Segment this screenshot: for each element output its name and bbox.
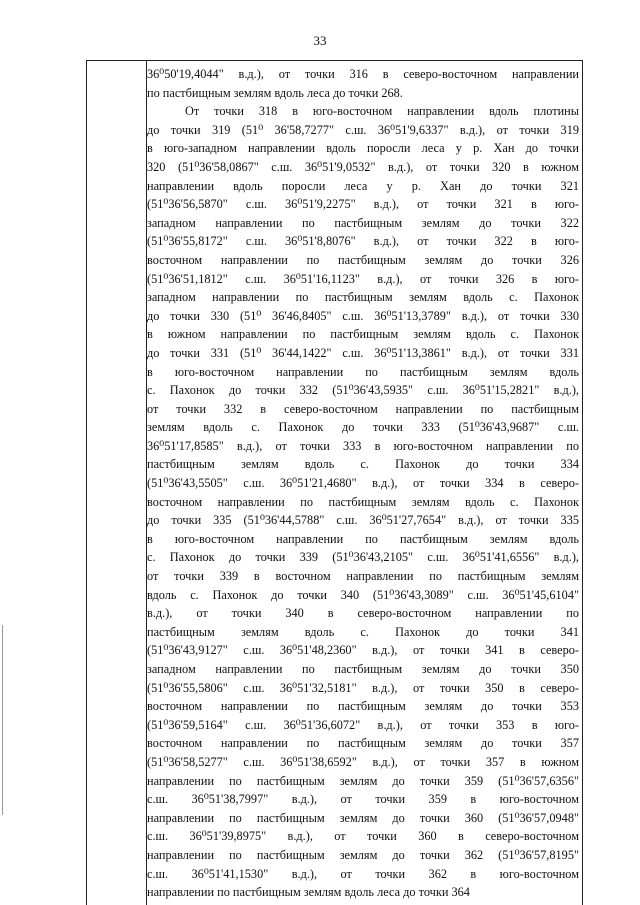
document-table (86, 60, 583, 905)
text-line: (51⁰36'55,8172" с.ш. 36⁰51'8,8076" в.д.), от точки 322 в юго- (147, 234, 579, 249)
text-line: до точки 331 (51⁰ 36'44,1422" с.ш. 36⁰51'13,3861" в.д.), от точки 331 (147, 345, 579, 360)
text-line: западном направлении по пастбищным землям до точки 322 (147, 215, 579, 230)
text-line: направлении по пастбищным землям до точки 360 (51⁰36'57,0948" (147, 810, 579, 825)
text-line: (51⁰36'43,9127" с.ш. 36⁰51'48,2360" в.д.), от точки 341 в северо- (147, 643, 579, 658)
text-line: с. Пахонок до точки 339 (51⁰36'43,2105" с.ш. 36⁰51'41,6556" в.д.), (147, 550, 579, 565)
text-line: с. Пахонок до точки 332 (51⁰36'43,5935" с.ш. 36⁰51'15,2821" в.д.), (147, 383, 579, 398)
text-line: направлении по пастбищным землям до точки 359 (51⁰36'57,6356" (147, 773, 579, 788)
text-line: (51⁰36'51,1812" с.ш. 36⁰51'16,1123" в.д.), от точки 326 в юго- (147, 271, 579, 286)
text-line: 320 (51⁰36'58,0867" с.ш. 36⁰51'9,0532" в.д.), от точки 320 в южном (147, 159, 579, 174)
text-line: в юго-восточном направлении по пастбищным землям вдоль (147, 531, 579, 546)
text-line: западном направлении по пастбищным землям вдоль с. Пахонок (147, 290, 579, 305)
text-line: в южном направлении по пастбищным землям вдоль с. Пахонок (147, 327, 579, 342)
text-line: восточном направлении по пастбищным землям вдоль с. Пахонок (147, 494, 579, 509)
scan-edge-mark (2, 625, 3, 815)
text-line: с.ш. 36⁰51'41,1530" в.д.), от точки 362 в юго-восточном (147, 866, 579, 881)
boundary-description-text (147, 65, 579, 902)
text-line: восточном направлении по пастбищным землям до точки 353 (147, 699, 579, 714)
page-number: 33 (313, 33, 327, 48)
text-line: восточном направлении по пастбищным землям до точки 326 (147, 252, 579, 267)
text-line: до точки 319 (51⁰ 36'58,7277" с.ш. 36⁰51'9,6337" в.д.), от точки 319 (147, 122, 579, 137)
text-line: западном направлении по пастбищным землям до точки 350 (147, 662, 579, 676)
text-line: с.ш. 36⁰51'38,7997" в.д.), от точки 359 в юго-восточном (147, 792, 579, 807)
text-line: вдоль с. Пахонок до точки 340 (51⁰36'43,3089" с.ш. 36⁰51'45,6104" (147, 587, 579, 602)
text-line: (51⁰36'56,5870" с.ш. 36⁰51'9,2275" в.д.), от точки 321 в юго- (147, 197, 579, 212)
text-line: (51⁰36'55,5806" с.ш. 36⁰51'32,5181" в.д.), от точки 350 в северо- (147, 680, 579, 695)
text-line: восточном направлении по пастбищным землям до точки 357 (147, 736, 579, 751)
text-line: до точки 335 (51⁰36'44,5788" с.ш. 36⁰51'27,7654" в.д.), от точки 335 (147, 513, 579, 528)
text-line: от точки 332 в северо-восточном направлении по пастбищным (147, 401, 579, 416)
text-line: пастбищным землям вдоль с. Пахонок до точки 334 (147, 457, 579, 472)
text-line: в юго-восточном направлении по пастбищным землям вдоль (147, 364, 579, 379)
text-line: от точки 339 в восточном направлении по пастбищным землям (147, 569, 579, 584)
text-line: (51⁰36'58,5277" с.ш. 36⁰51'38,6592" в.д.), от точки 357 в южном (147, 754, 579, 769)
text-line: до точки 330 (51⁰ 36'46,8405" с.ш. 36⁰51'13,3789" в.д.), от точки 330 (147, 308, 579, 323)
text-line: в.д.), от точки 340 в северо-восточном направлении по (147, 606, 579, 621)
text-line: в юго-западном направлении вдоль поросли леса у р. Хан до точки (147, 141, 579, 156)
text-line: От точки 318 в юго-восточном направлении вдоль плотины (185, 104, 579, 119)
text-line: направлении по пастбищным землям до точки 362 (51⁰36'57,8195" (147, 847, 579, 862)
text-line: (51⁰36'59,5164" с.ш. 36⁰51'36,6072" в.д.), от точки 353 в юго- (147, 717, 579, 732)
text-line: по пастбищным землям вдоль леса до точки 268. (147, 85, 403, 100)
text-line: (51⁰36'43,5505" с.ш. 36⁰51'21,4680" в.д.), от точки 334 в северо- (147, 476, 579, 491)
text-line: 36⁰50'19,4044" в.д.), от точки 316 в северо-восточном направлении (147, 67, 579, 81)
text-line: землям вдоль с. Пахонок до точки 333 (51⁰36'43,9687" с.ш. (147, 420, 579, 435)
left-column (87, 61, 147, 905)
text-line: пастбищным землям вдоль с. Пахонок до точки 341 (147, 624, 579, 639)
text-line: направлении по пастбищным землям вдоль леса до точки 364 (147, 885, 470, 900)
text-line: 36⁰51'17,8585" в.д.), от точки 333 в юго-восточном направлении по (147, 438, 579, 453)
text-line: с.ш. 36⁰51'39,8975" в.д.), от точки 360 в северо-восточном (147, 829, 579, 844)
text-line: направлении вдоль поросли леса у р. Хан до точки 321 (147, 178, 579, 193)
